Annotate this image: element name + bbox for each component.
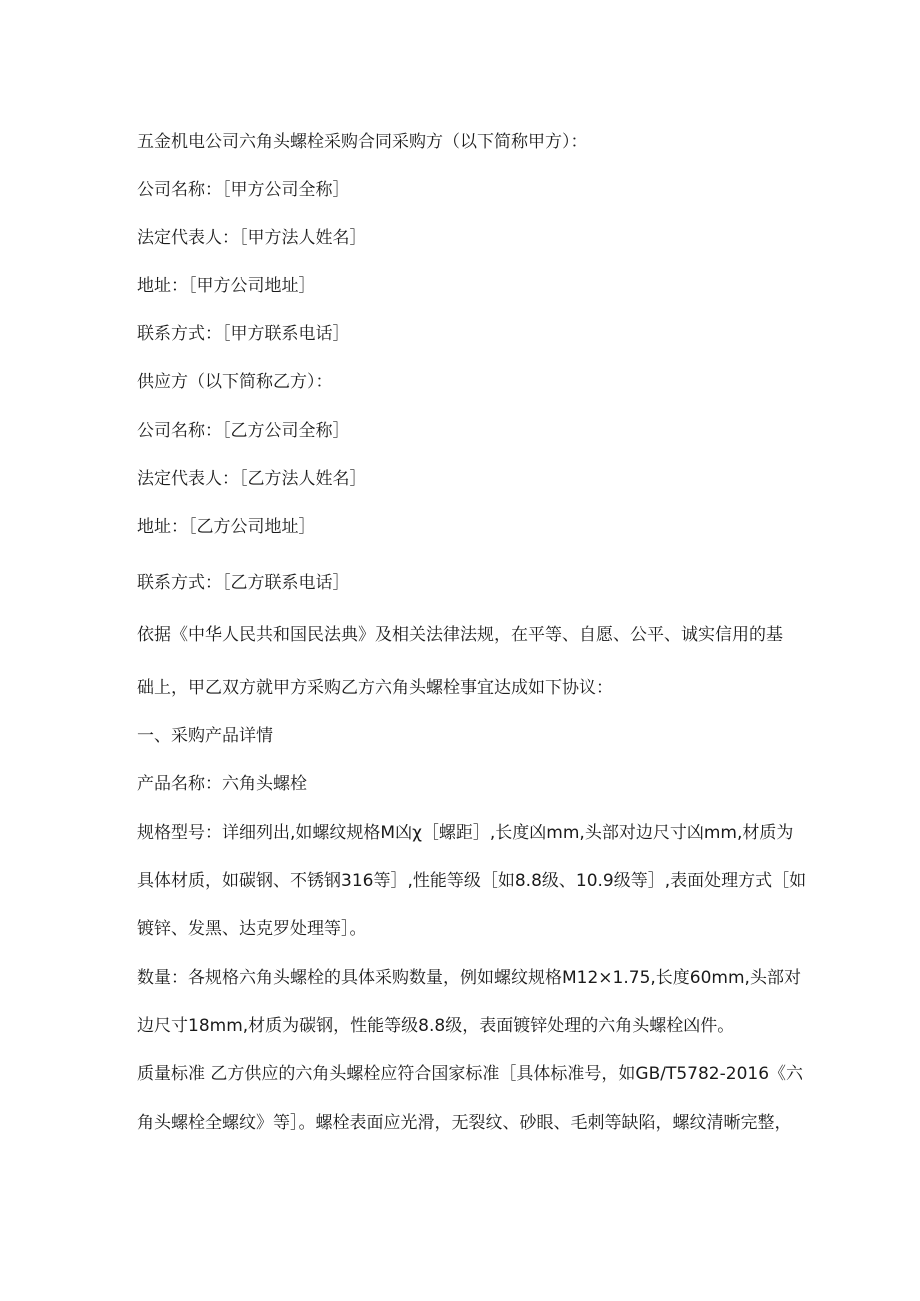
quantity-line-1: 数量：各规格六角头螺栓的具体采购数量，例如螺纹规格M12×1.75,长度60mm,头部对 — [137, 968, 801, 988]
quality-standard-line-2: 角头螺栓全螺纹》等］。螺栓表面应光滑，无裂纹、砂眼、毛刺等缺陷，螺纹清晰完整， — [137, 1113, 792, 1133]
specification-line-3: 镀锌、发黑、达克罗处理等］。 — [137, 919, 367, 939]
supplier-legal-representative: 法定代表人：［乙方法人姓名］ — [137, 469, 367, 489]
purchaser-address: 地址：［甲方公司地址］ — [137, 276, 316, 296]
preamble-line-2: 础上，甲乙双方就甲方采购乙方六角头螺栓事宜达成如下协议： — [137, 678, 613, 698]
quality-standard-line-1: 质量标准 乙方供应的六角头螺栓应符合国家标准［具体标准号，如GB/T5782-2016《六 — [137, 1064, 804, 1084]
specification-line-1: 规格型号：详细列出,如螺纹规格M凶χ［螺距］,长度凶mm,头部对边尺寸凶mm,材质为 — [137, 823, 794, 843]
specification-line-2: 具体材质，如碳钢、不锈钢316等］,性能等级［如8.8级、10.9级等］,表面处理方式［如 — [137, 871, 807, 891]
purchaser-company-name: 公司名称：［甲方公司全称］ — [137, 180, 350, 200]
product-name: 产品名称：六角头螺栓 — [137, 774, 307, 794]
section-1-heading: 一、采购产品详情 — [137, 726, 273, 746]
supplier-address: 地址：［乙方公司地址］ — [137, 517, 316, 537]
contract-title-purchaser-line: 五金机电公司六角头螺栓采购合同采购方（以下简称甲方）： — [137, 132, 588, 152]
purchaser-legal-representative: 法定代表人：［甲方法人姓名］ — [137, 228, 367, 248]
preamble-line-1: 依据《中华人民共和国民法典》及相关法律法规，在平等、自愿、公平、诚实信用的基 — [137, 625, 783, 645]
supplier-contact: 联系方式：［乙方联系电话］ — [137, 573, 350, 593]
supplier-company-name: 公司名称：［乙方公司全称］ — [137, 421, 350, 441]
purchaser-contact: 联系方式：［甲方联系电话］ — [137, 324, 350, 344]
quantity-line-2: 边尺寸18mm,材质为碳钢，性能等级8.8级，表面镀锌处理的六角头螺栓凶件。 — [137, 1016, 735, 1036]
supplier-heading: 供应方（以下简称乙方）： — [137, 372, 333, 392]
